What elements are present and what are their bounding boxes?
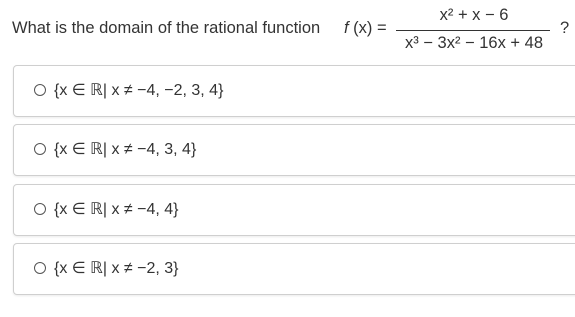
answer-choice-1[interactable]	[13, 65, 575, 117]
fraction-bar	[396, 30, 550, 31]
question-text: What is the domain of the rational function	[12, 19, 321, 37]
radio-button[interactable]	[34, 84, 46, 96]
choice-label: {x ∈ ℝ| x ≠ −4, 4}	[54, 201, 179, 218]
radio-button[interactable]	[34, 143, 46, 155]
rational-expression	[394, 6, 554, 58]
question-mark: ?	[560, 19, 570, 37]
choice-label: {x ∈ ℝ| x ≠ −4, 3, 4}	[54, 141, 197, 158]
function-argument: (x) =	[348, 19, 387, 37]
choice-label: {x ∈ ℝ| x ≠ −4, −2, 3, 4}	[54, 82, 224, 99]
question-prompt	[12, 6, 572, 58]
radio-button[interactable]	[34, 203, 46, 215]
denominator: x³ − 3x² − 16x + 48	[404, 34, 544, 52]
function-notation	[344, 19, 387, 38]
choice-label: {x ∈ ℝ| x ≠ −2, 3}	[54, 260, 179, 277]
answer-choice-4[interactable]	[13, 243, 575, 295]
numerator: x² + x − 6	[439, 6, 509, 24]
radio-button[interactable]	[34, 262, 46, 274]
answer-choice-3[interactable]	[13, 184, 575, 236]
function-name: f	[344, 19, 349, 37]
answer-choice-2[interactable]	[13, 124, 575, 176]
